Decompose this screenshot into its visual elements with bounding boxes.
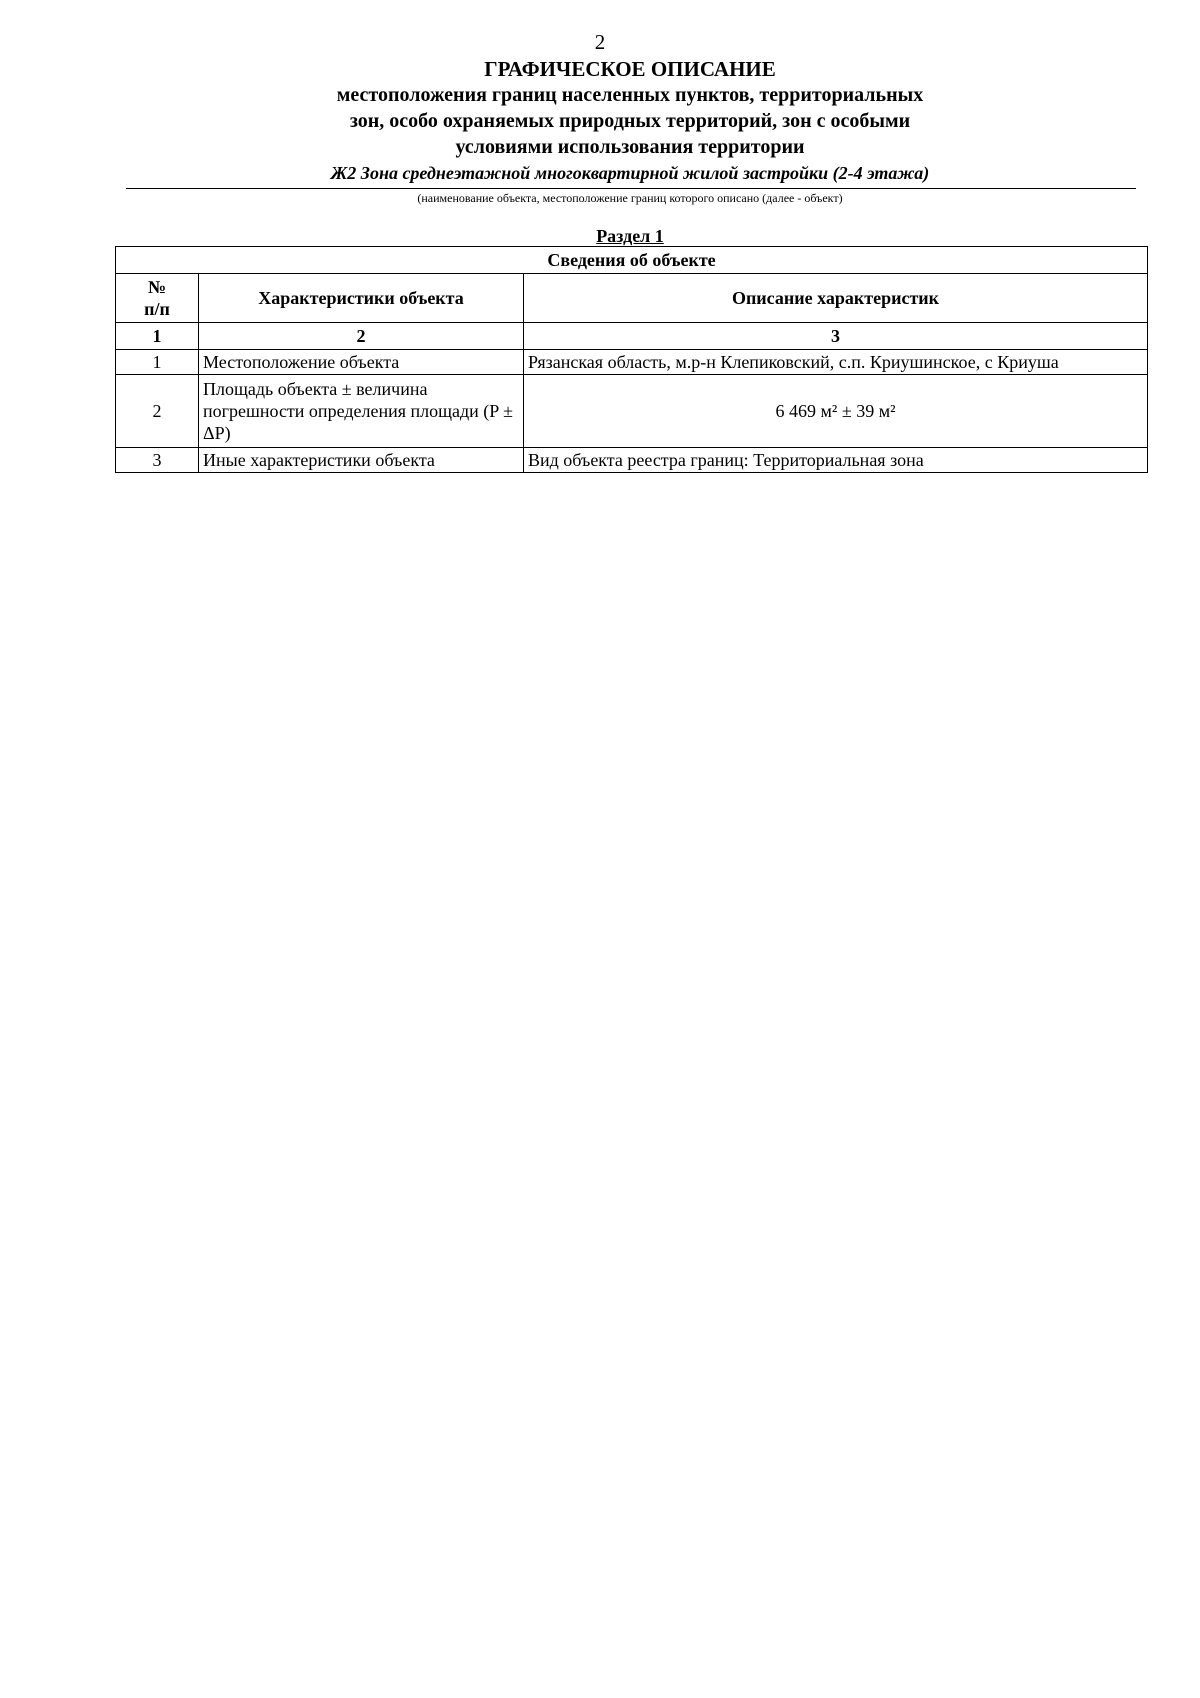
- column-header-characteristic: Характеристики объекта: [199, 274, 524, 323]
- table-row: [116, 350, 1148, 375]
- object-info-table: [115, 246, 1148, 473]
- table-row: [116, 375, 1148, 448]
- row-characteristic: Площадь объекта ± величина погрешности определения площади (P ± ΔP): [199, 375, 524, 448]
- column-number: 1: [116, 323, 199, 350]
- column-numbers-row: [116, 323, 1148, 350]
- column-header-number: № п/п: [116, 274, 199, 323]
- table-caption: Сведения об объекте: [116, 247, 1148, 274]
- object-name: Ж2 Зона среднеэтажной многоквартирной жилой застройки (2-4 этажа): [330, 163, 930, 183]
- column-header-description: Описание характеристик: [524, 274, 1148, 323]
- row-number: 1: [116, 350, 199, 375]
- row-characteristic: Местоположение объекта: [199, 350, 524, 375]
- row-characteristic: Иные характеристики объекта: [199, 448, 524, 473]
- table-row: [116, 448, 1148, 473]
- subtitle-line: местоположения границ населенных пунктов, территориальных: [336, 84, 924, 106]
- table-caption-row: [116, 247, 1148, 274]
- page-number: 2: [594, 30, 606, 54]
- section-title: Раздел 1: [596, 226, 664, 246]
- subtitle-line: зон, особо охраняемых природных территорий, зон с особыми: [349, 110, 911, 132]
- row-number: 2: [116, 375, 199, 448]
- row-description: Рязанская область, м.р-н Клепиковский, с.п. Криушинское, с Криуша: [524, 350, 1148, 375]
- document-title: ГРАФИЧЕСКОЕ ОПИСАНИЕ: [484, 57, 776, 81]
- table-header-row: [116, 274, 1148, 323]
- row-description: 6 469 м² ± 39 м²: [524, 375, 1148, 448]
- row-description: Вид объекта реестра границ: Территориальная зона: [524, 448, 1148, 473]
- object-name-underline: [126, 188, 1136, 189]
- document-subtitle: [0, 82, 1200, 160]
- object-name-caption: (наименование объекта, местоположение границ которого описано (далее - объект): [417, 191, 843, 205]
- column-number: 2: [199, 323, 524, 350]
- row-number: 3: [116, 448, 199, 473]
- column-number: 3: [524, 323, 1148, 350]
- subtitle-line: условиями использования территории: [455, 136, 805, 158]
